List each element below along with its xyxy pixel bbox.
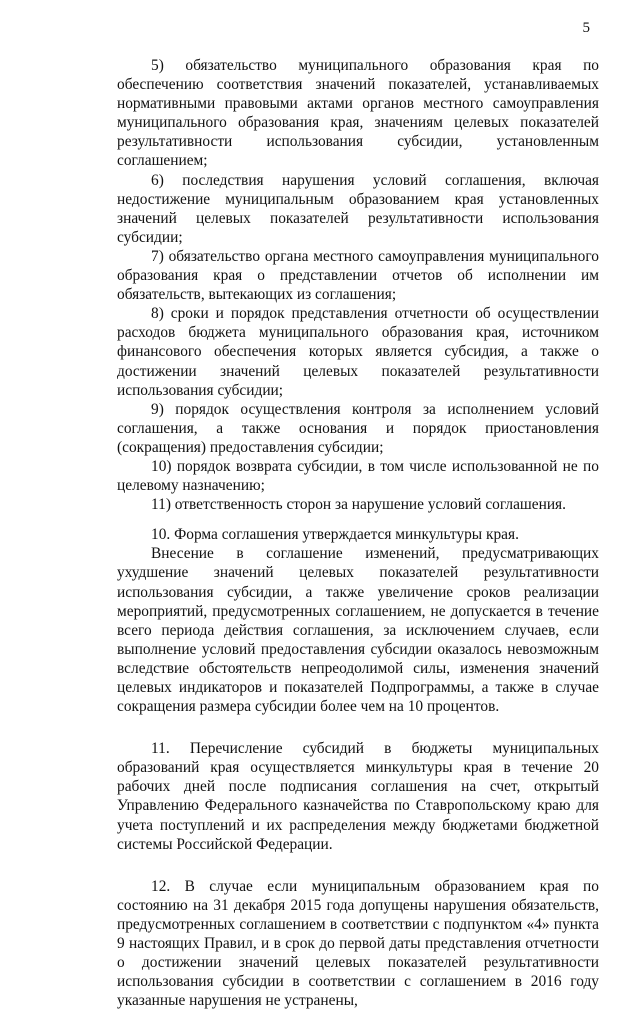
spacer	[117, 716, 599, 739]
list-item-5: 5) обязательство муниципального образования края по обеспечению соответствия значений показателей, устанавливаемых нормативными правовыми актами органов местного самоуправления муниципального образования края, значениям целевых показателей результативности использования субсидии, установленным соглашением;	[117, 57, 599, 170]
paragraph-10-body: Внесение в соглашение изменений, предусматривающих ухудшение значений целевых показателей результативности использования субсидии, а также увеличение сроков реализации мероприятий, предусмотренных соглашением, не допускается в течение всего периода действия соглашения, за исключением случаев, если выполнение условий предоставления субсидии оказалось невозможным вследствие обстоятельств непреодолимой силы, изменения значений целевых индикаторов и показателей Подпрограммы, а также в случае сокращения размера субсидии более чем на 10 процентов.	[117, 545, 599, 716]
list-item-9: 9) порядок осуществления контроля за исполнением условий соглашения, а также основания и порядок приостановления (сокращения) предоставления субсидии;	[117, 400, 599, 456]
paragraph-10: 10. Форма соглашения утверждается минкультуры края.	[151, 526, 519, 544]
paragraph-11: 11. Перечисление субсидий в бюджеты муниципальных образований края осуществляется минкультуры края в течение 20 рабочих дней после подписания соглашения на счет, открытый Управлению Федерального казначейства по Ставропольскому краю для учета поступлений и их распределения между бюджетами бюджетной системы Российской Федерации.	[117, 740, 599, 853]
list-item-11: 11) ответственность сторон за нарушение условий соглашения.	[151, 496, 566, 514]
list-item-8: 8) сроки и порядок представления отчетности об осуществлении расходов бюджета муниципального образования края, источником финансового обеспечения которых является субсидия, а также о достижении значений целевых показателей результативности использования субсидии;	[117, 305, 599, 399]
spacer	[117, 854, 599, 877]
paragraph-12: 12. В случае если муниципальным образованием края по состоянию на 31 декабря 2015 года допущены нарушения обязательств, предусмотренных соглашением в соответствии с подпунктом «4» пункта 9 настоящих Правил, и в срок до первой даты представления отчетности о достижении значений целевых показателей результативности использования субсидии в соответствии с соглашением в 2016 году указанные нарушения не устранены,	[117, 877, 599, 1010]
page-number: 5	[582, 20, 590, 36]
list-item-7: 7) обязательство органа местного самоуправления муниципального образования края о представлении отчетов об исполнении им обязательств, вытекающих из соглашения;	[117, 247, 599, 304]
list-item-6: 6) последствия нарушения условий соглашения, включая недостижение муниципальным образованием края установленных значений целевых показателей результативности использования субсидии;	[117, 171, 599, 246]
list-item-10: 10) порядок возврата субсидии, в том числе использованной не по целевому назначению;	[117, 457, 599, 495]
document-body	[117, 56, 599, 1010]
spacer	[117, 514, 599, 525]
